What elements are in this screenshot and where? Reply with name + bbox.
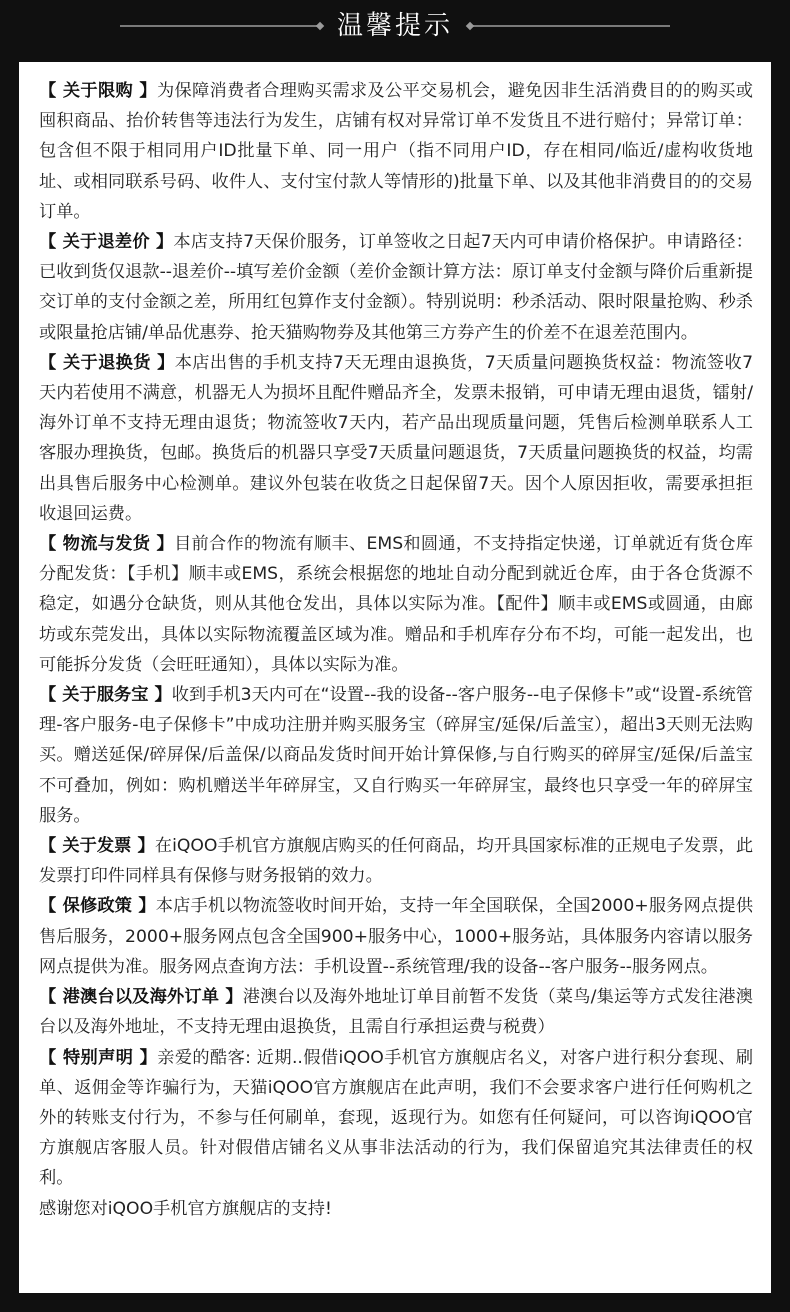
section-label: 【 保修政策 】 xyxy=(39,896,156,917)
section-label: 【 港澳台以及海外订单 】 xyxy=(39,987,243,1008)
section-label: 【 物流与发货 】 xyxy=(39,534,175,555)
section-label: 【 关于退换货 】 xyxy=(39,352,175,373)
section-purchase-limit xyxy=(39,76,753,227)
section-label: 【 关于发票 】 xyxy=(39,836,155,857)
section-special-statement xyxy=(39,1043,753,1194)
section-text: 收到手机3天内可在“设置--我的设备--客户服务--电子保修卡”或“设置-系统管理-客户服务-电子保修卡”中成功注册并购买服务宝（碎屏宝/延保/后盖宝），超出3天则无法购买。赠送延保/碎屏保/后盖保/以商品发货时间开始计算保修,与自行购买的碎屏宝/延保/后盖宝不可叠加，例如：购机赠送半年碎屏宝，又自行购买一年碎屏宝，最终也只享受一年的碎屏宝服务。 xyxy=(39,685,753,826)
section-text: 本店支持7天保价服务，订单签收之日起7天内可申请价格保护。申请路径：已收到货仅退款--退差价--填写差价金额（差价金额计算方法：原订单支付金额与降价后重新提交订单的支付金额之差，所用红包算作支付金额）。特别说明：秒杀活动、限时限量抢购、秒杀或限量抢店铺/单品优惠券、抢天猫购物券及其他第三方券产生的价差不在退差范围内。 xyxy=(39,232,753,343)
section-price-difference xyxy=(39,227,753,348)
section-label: 【 关于服务宝 】 xyxy=(39,685,172,706)
section-label: 【 关于限购 】 xyxy=(39,81,157,101)
section-text: 在iQOO手机官方旗舰店购买的任何商品，均开具国家标准的正规电子发票，此发票打印件同样具有保修与财务报销的效力。 xyxy=(39,836,754,887)
section-warranty xyxy=(39,891,753,982)
section-text: 亲爱的酷客: 近期..假借iQOO手机官方旗舰店名义，对客户进行积分套现、刷单、返佣金等诈骗行为，天猫iQOO官方旗舰店在此声明，我们不会要求客户进行任何购机之外的转账支付行为，不参与任何刷单，套现，返现行为。如您有任何疑问，可以咨询iQOO官方旗舰店客服人员。针对假借店铺名义从事非法活动的行为，我们保留追究其法律责任的权利。 xyxy=(39,1047,754,1189)
section-label: 【 特别声明 】 xyxy=(39,1047,158,1068)
section-text: 港澳台以及海外地址订单目前暂不发货（菜鸟/集运等方式发往港澳台以及海外地址，不支持无理由退换货，且需自行承担运费与税费） xyxy=(39,987,753,1038)
header-divider-right xyxy=(470,25,670,27)
section-text: 目前合作的物流有顺丰、EMS和圆通，不支持指定快递，订单就近有货仓库分配发货：【手机】顺丰或EMS，系统会根据您的地址自动分配到就近仓库，由于各仓货源不稳定，如遇分仓缺货，则从其他仓发出，具体以实际为准。【配件】顺丰或EMS或圆通，由廊坊或东莞发出，具体以实际物流覆盖区域为准。赠品和手机库存分布不均，可能一起发出，也可能拆分发货（会旺旺通知），具体以实际为准。 xyxy=(39,534,754,675)
section-invoice xyxy=(39,831,753,891)
section-service-plan xyxy=(39,680,753,831)
section-overseas-orders xyxy=(39,982,753,1042)
section-returns xyxy=(39,348,753,529)
section-label: 【 关于退差价 】 xyxy=(39,232,174,253)
page-header xyxy=(0,0,790,62)
page-title: 温馨提示 xyxy=(336,11,453,41)
notice-panel xyxy=(19,62,771,1293)
section-text: 为保障消费者合理购买需求及公平交易机会，避免因非生活消费目的的购买或囤积商品、抬价转售等违法行为发生，店铺有权对异常订单不发货且不进行赔付；异常订单：包含但不限于相同用户ID批量下单、同一用户（指不同用户ID，存在相同/临近/虚构收货地址、或相同联系号码、收件人、支付宝付款人等情形的)批量下单、以及其他非消费目的的交易订单。 xyxy=(39,81,753,222)
section-text: 本店手机以物流签收时间开始，支持一年全国联保，全国2000+服务网点提供售后服务，2000+服务网点包含全国900+服务中心，1000+服务站，具体服务内容请以服务网点提供为准。服务网点查询方法：手机设置--系统管理/我的设备--客户服务--服务网点。 xyxy=(39,896,754,977)
section-shipping xyxy=(39,529,753,680)
closing-thanks: 感谢您对iQOO手机官方旗舰店的支持! xyxy=(39,1198,332,1219)
section-text: 本店出售的手机支持7天无理由退换货，7天质量问题换货权益：物流签收7天内若使用不满意，机器无人为损坏且配件赠品齐全，发票未报销，可申请无理由退货，镭射/海外订单不支持无理由退货；物流签收7天内，若产品出现质量问题，凭售后检测单联系人工客服办理换货，包邮。换货后的机器只享受7天质量问题退货，7天质量问题换货的权益，均需出具售后服务中心检测单。建议外包装在收货之日起保留7天。因个人原因拒收，需要承担拒收退回运费。 xyxy=(39,352,754,524)
